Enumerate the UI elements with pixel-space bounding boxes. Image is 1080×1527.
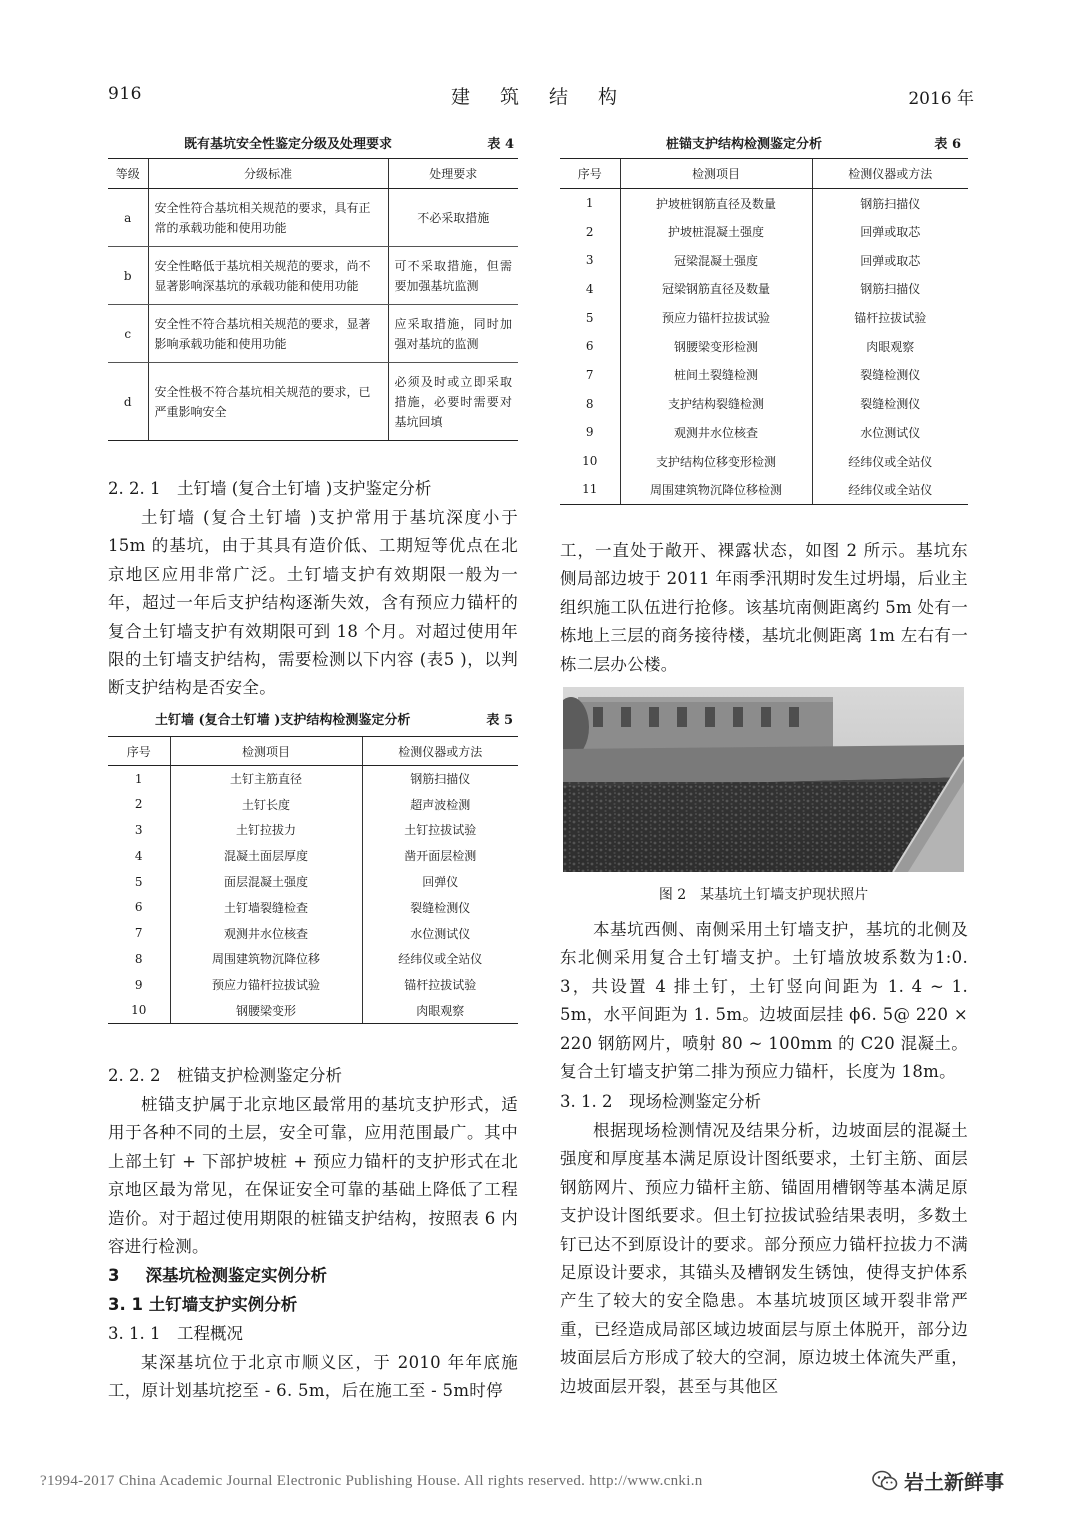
table5-cell: 土钉墙裂缝检查 xyxy=(170,894,362,920)
wechat-icon xyxy=(872,1470,898,1492)
table4-cell: 安全性极不符合基坑相关规范的要求，已严重影响安全 xyxy=(148,363,388,441)
table4-number: 表 4 xyxy=(487,137,514,152)
figure2-caption: 图 2 某基坑土钉墙支护现状照片 xyxy=(658,887,869,903)
section-3-heading xyxy=(108,1262,518,1290)
table6-cell: 水位测试仪 xyxy=(812,418,968,447)
section-2-2-2-paragraph: 桩锚支护属于北京地区最常用的基坑支护形式，适用于各种不同的土层，安全可靠，应用范围最广。其中上部土钉 + 下部护坡桩 + 预应力锚杆的支护形式在北京地区最为常见，在保证安全可靠的基础上降低了工程造价。对于超过使用期限的桩锚支护结构，按照表 6 内容进行检测。 xyxy=(108,1095,518,1257)
section-3-title: 深基坑检测鉴定实例分析 xyxy=(145,1266,327,1285)
table5-cell: 7 xyxy=(134,926,143,941)
table4-caption-text: 既有基坑安全性鉴定分级及处理要求 xyxy=(184,137,393,152)
table5-caption-text: 土钉墙 (复合土钉墙 )支护结构检测鉴定分析 xyxy=(155,713,411,728)
table5-cell: 3 xyxy=(134,822,143,837)
table6-cell: 支护结构位移变形检测 xyxy=(620,447,812,476)
watermark xyxy=(872,1466,1004,1495)
table5-cell: 钢腰梁变形 xyxy=(170,998,362,1024)
table6-header-item: 检测项目 xyxy=(620,159,812,189)
section-3-1-1-heading: 3. 1. 1 工程概况 xyxy=(108,1324,243,1343)
table6-cell: 周围建筑物沉降位移检测 xyxy=(620,475,812,504)
table5-number: 表 5 xyxy=(486,713,513,728)
table5-caption xyxy=(155,709,513,728)
table4-cell: 安全性不符合基坑相关规范的要求，显著影响承载功能和使用功能 xyxy=(148,305,388,363)
table6-cell: 2 xyxy=(585,224,594,239)
page-number: 916 xyxy=(108,84,142,104)
table6-cell: 6 xyxy=(585,339,594,354)
table6-cell: 肉眼观察 xyxy=(812,332,968,361)
table5-header-method: 检测仪器或方法 xyxy=(362,737,518,766)
figure2-photo xyxy=(563,687,964,872)
table6-cell: 预应力锚杆拉拔试验 xyxy=(620,303,812,332)
table6-cell: 钢腰梁变形检测 xyxy=(620,332,812,361)
table4-cell: 应采取措施，同时加强对基坑的监测 xyxy=(388,305,518,363)
table6-cell: 11 xyxy=(560,475,620,504)
table6-number: 表 6 xyxy=(934,137,961,152)
table6-cell: 裂缝检测仪 xyxy=(812,361,968,390)
journal-year: 2016 年 xyxy=(908,89,974,109)
table6-cell: 1 xyxy=(585,196,594,211)
table6-cell: 8 xyxy=(585,396,594,411)
table6-cell: 支护结构裂缝检测 xyxy=(620,389,812,418)
table5-cell: 肉眼观察 xyxy=(362,998,518,1024)
table6-cell: 护坡桩混凝土强度 xyxy=(620,217,812,246)
section-2-2-1-heading: 2. 2. 1 土钉墙 (复合土钉墙 )支护鉴定分析 xyxy=(108,479,432,498)
section-2-2-1-paragraph: 土钉墙 (复合土钉墙 )支护常用于基坑深度小于15m 的基坑，由于其具有造价低、工期短等优点在北京地区应用非常广泛。土钉墙支护有效期限一般为一年，超过一年后支护结构逐渐失效，含有预应力锚杆的复合土钉墙支护有效期限可到 18 个月。对超过使用年限的土钉墙支护结构，需要检测以下内容 (表5 )，以判断支护结构是否安全。 xyxy=(108,508,518,698)
table5-cell: 锚杆拉拔试验 xyxy=(362,972,518,998)
table5-cell: 9 xyxy=(134,977,143,992)
table5-cell: 土钉长度 xyxy=(170,791,362,817)
table6-cell: 5 xyxy=(585,310,594,325)
table4-cell: 必须及时或立即采取措施，必要时需要对基坑回填 xyxy=(388,363,518,441)
site-photo-illustration xyxy=(563,687,964,872)
table6-cell: 回弹或取芯 xyxy=(812,246,968,275)
section-3-1-2-paragraph: 根据现场检测情况及结果分析，边坡面层的混凝土强度和厚度基本满足原设计图纸要求，土钉主筋、面层钢筋网片、预应力锚杆主筋、锚固用槽钢等基本满足原支护设计图纸要求。但土钉拉拔试验结果表明，多数土钉已达不到原设计的要求。部分预应力锚杆拉拔力不满足原设计要求，其锚头及槽钢发生锈蚀，使得支护体系产生了较大的安全隐患。本基坑坡顶区域开裂非常严重，已经造成局部区域边坡面层与原土体脱开，部分边坡面层后方形成了较大的空洞，原边坡土体流失严重，边坡面层开裂，甚至与其他区 xyxy=(560,1121,968,1396)
table5-cell: 裂缝检测仪 xyxy=(362,894,518,920)
table5-cell: 6 xyxy=(134,900,143,915)
table6-cell: 经纬仪或全站仪 xyxy=(812,447,968,476)
table4-cell: 可不采取措施，但需要加强基坑监测 xyxy=(388,247,518,305)
table6-cell: 钢筋扫描仪 xyxy=(812,189,968,218)
table5-cell: 水位测试仪 xyxy=(362,920,518,946)
table4-cell: a xyxy=(108,189,148,247)
table6-header-no: 序号 xyxy=(560,159,620,189)
table6-header-method: 检测仪器或方法 xyxy=(812,159,968,189)
table5-header-no: 序号 xyxy=(108,737,170,766)
section-3-1-1-paragraph-cont: 工，一直处于敞开、裸露状态，如图 2 所示。基坑东侧局部边坡于 2011 年雨季汛期时发生过坍塌，后业主组织施工队伍进行抢修。该基坑南侧距离约 5m 处有一栋地上三层的商务接待楼，基坑北侧距离 1m 左右有一栋二层办公楼。 xyxy=(560,541,968,674)
table5-cell: 经纬仪或全站仪 xyxy=(362,946,518,972)
table6-cell: 裂缝检测仪 xyxy=(812,389,968,418)
table5-header-item: 检测项目 xyxy=(170,737,362,766)
table5-cell: 混凝土面层厚度 xyxy=(170,843,362,869)
table5-cell: 10 xyxy=(108,998,170,1024)
table4-cell: d xyxy=(108,363,148,441)
table6-cell: 7 xyxy=(585,367,594,382)
table5-cell: 周围建筑物沉降位移 xyxy=(170,946,362,972)
table6-cell: 锚杆拉拔试验 xyxy=(812,303,968,332)
table4-cell: 安全性略低于基坑相关规范的要求，尚不显著影响深基坑的承载功能和使用功能 xyxy=(148,247,388,305)
table5-cell: 预应力锚杆拉拔试验 xyxy=(170,972,362,998)
table6-caption-text: 桩锚支护结构检测鉴定分析 xyxy=(666,137,823,152)
table6-cell: 观测井水位核查 xyxy=(620,418,812,447)
table5-cell: 凿开面层检测 xyxy=(362,843,518,869)
table6-cell: 桩间土裂缝检测 xyxy=(620,361,812,390)
table5-cell: 观测井水位核查 xyxy=(170,920,362,946)
table4 xyxy=(108,158,518,441)
table6-cell: 护坡桩钢筋直径及数量 xyxy=(620,189,812,218)
copyright-footer: ?1994-2017 China Academic Journal Electronic Publishing House. All rights reserved. http://www.cnki.n xyxy=(40,1473,703,1489)
journal-title: 建 筑 结 构 xyxy=(450,86,630,108)
table5-cell: 超声波检测 xyxy=(362,791,518,817)
table6-cell: 经纬仪或全站仪 xyxy=(812,475,968,504)
table4-cell: 不必采取措施 xyxy=(388,189,518,247)
table6-cell: 4 xyxy=(585,281,594,296)
table5-cell: 1 xyxy=(134,771,143,786)
table6 xyxy=(560,158,968,505)
table6-cell: 钢筋扫描仪 xyxy=(812,275,968,304)
table5-cell: 8 xyxy=(134,951,143,966)
table4-header-grade: 等级 xyxy=(108,159,148,189)
table5-cell: 面层混凝土强度 xyxy=(170,869,362,895)
table5-cell: 5 xyxy=(134,874,143,889)
table6-cell: 10 xyxy=(582,454,598,469)
soil-nail-wall-description: 本基坑西侧、南侧采用土钉墙支护，基坑的北侧及东北侧采用复合土钉墙支护。土钉墙放坡系数为1:0. 3，共设置 4 排土钉，土钉竖向间距为 1. 4 ~ 1. 5m，水平间距为 1. 5m。边坡面层挂 ϕ6. 5@ 220 × 220 钢筋网片，喷射 80 ~ 100mm 的 C20 混凝土。复合土钉墙支护第二排为预应力锚杆，长度为 18m。 xyxy=(560,920,968,1082)
table4-header-action: 处理要求 xyxy=(388,159,518,189)
table6-caption xyxy=(666,133,961,152)
table5 xyxy=(108,736,518,1024)
table4-cell: c xyxy=(108,305,148,363)
table5-cell: 土钉主筋直径 xyxy=(170,766,362,792)
section-3-number: 3 xyxy=(108,1266,120,1285)
watermark-text: 岩土新鲜事 xyxy=(904,1470,1004,1494)
table6-cell: 冠梁混凝土强度 xyxy=(620,246,812,275)
table6-cell: 3 xyxy=(585,253,594,268)
table5-cell: 土钉拉拔力 xyxy=(170,817,362,843)
table4-cell: b xyxy=(108,247,148,305)
table5-cell: 土钉拉拔试验 xyxy=(362,817,518,843)
table5-cell: 4 xyxy=(134,848,143,863)
table5-cell: 回弹仪 xyxy=(362,869,518,895)
table4-header-standard: 分级标准 xyxy=(148,159,388,189)
section-3-1-1-paragraph-start: 某深基坑位于北京市顺义区，于 2010 年年底施工，原计划基坑挖至 - 6. 5m，后在施工至 - 5m时停 xyxy=(108,1353,518,1401)
section-3-1-2-heading: 3. 1. 2 现场检测鉴定分析 xyxy=(560,1092,761,1111)
table5-cell: 2 xyxy=(134,797,143,812)
table6-cell: 9 xyxy=(585,425,594,440)
table6-cell: 回弹或取芯 xyxy=(812,217,968,246)
section-2-2-2-heading: 2. 2. 2 桩锚支护检测鉴定分析 xyxy=(108,1066,342,1085)
table5-cell: 钢筋扫描仪 xyxy=(362,766,518,792)
section-3-1-heading: 3. 1 土钉墙支护实例分析 xyxy=(108,1295,298,1314)
table4-cell: 安全性符合基坑相关规范的要求，具有正常的承载功能和使用功能 xyxy=(148,189,388,247)
table4-caption xyxy=(184,133,514,152)
table6-cell: 冠梁钢筋直径及数量 xyxy=(620,275,812,304)
